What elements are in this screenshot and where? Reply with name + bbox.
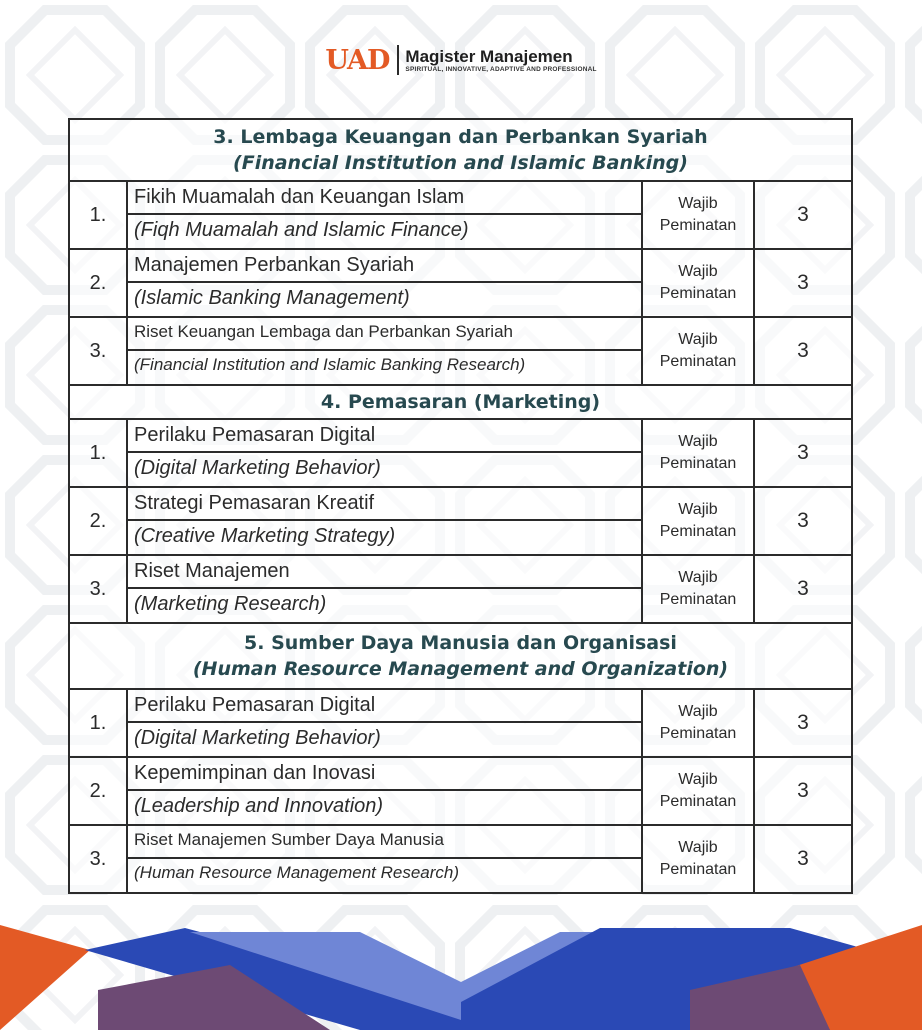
course-name-english: (Digital Marketing Behavior) xyxy=(134,457,381,479)
course-name-english: (Digital Marketing Behavior) xyxy=(134,727,381,749)
course-type: Wajib Peminatan xyxy=(642,825,754,893)
table-row xyxy=(69,555,852,623)
course-credits: 3 xyxy=(754,487,852,555)
uad-logo: UAD xyxy=(325,44,390,76)
table-row xyxy=(69,689,852,757)
course-cell xyxy=(127,825,642,893)
course-credits: 3 xyxy=(754,757,852,825)
course-credits: 3 xyxy=(754,249,852,317)
section-title: 3. Lembaga Keuangan dan Perbankan Syariah xyxy=(213,126,708,148)
course-name-english: (Financial Institution and Islamic Banking Research) xyxy=(134,355,526,374)
course-name: Manajemen Perbankan Syariah xyxy=(128,250,641,283)
course-number: 3. xyxy=(69,317,127,385)
course-name: Fikih Muamalah dan Keuangan Islam xyxy=(128,182,641,215)
course-cell xyxy=(127,487,642,555)
course-name: Perilaku Pemasaran Digital xyxy=(128,420,641,453)
course-type: Wajib Peminatan xyxy=(642,555,754,623)
curriculum-table xyxy=(68,118,853,894)
section-title-cell xyxy=(69,385,852,419)
course-credits: 3 xyxy=(754,689,852,757)
course-credits: 3 xyxy=(754,825,852,893)
course-type: Wajib Peminatan xyxy=(642,249,754,317)
course-credits: 3 xyxy=(754,419,852,487)
section-header-row xyxy=(69,623,852,689)
section-subtitle: (Human Resource Management and Organization) xyxy=(192,658,729,680)
table-row xyxy=(69,825,852,893)
section-header-row xyxy=(69,385,852,419)
course-name: Kepemimpinan dan Inovasi xyxy=(128,758,641,791)
course-number: 3. xyxy=(69,825,127,893)
section-subtitle: (Financial Institution and Islamic Banking) xyxy=(233,152,688,174)
program-tagline: SPIRITUAL, INNOVATIVE, ADAPTIVE AND PROFESSIONAL xyxy=(405,66,597,73)
logo-text xyxy=(405,47,596,73)
section-header-row xyxy=(69,119,852,181)
course-type: Wajib Peminatan xyxy=(642,419,754,487)
course-cell xyxy=(127,317,642,385)
course-cell xyxy=(127,181,642,249)
table-row xyxy=(69,487,852,555)
course-number: 3. xyxy=(69,555,127,623)
course-name-english: (Leadership and Innovation) xyxy=(134,795,384,817)
course-type: Wajib Peminatan xyxy=(642,181,754,249)
course-name-english: (Islamic Banking Management) xyxy=(134,287,410,309)
course-number: 1. xyxy=(69,689,127,757)
course-cell xyxy=(127,757,642,825)
course-credits: 3 xyxy=(754,555,852,623)
course-credits: 3 xyxy=(754,181,852,249)
course-number: 2. xyxy=(69,249,127,317)
course-credits: 3 xyxy=(754,317,852,385)
section-title: 4. Pemasaran (Marketing) xyxy=(320,391,601,413)
footer-decoration xyxy=(0,920,922,1030)
table-row xyxy=(69,181,852,249)
section-title-cell xyxy=(69,623,852,689)
section-title: 5. Sumber Daya Manusia dan Organisasi xyxy=(244,632,677,654)
course-name-english: (Marketing Research) xyxy=(134,593,327,615)
table-row xyxy=(69,419,852,487)
course-number: 2. xyxy=(69,757,127,825)
course-cell xyxy=(127,555,642,623)
course-name: Strategi Pemasaran Kreatif xyxy=(128,488,641,521)
table-row xyxy=(69,317,852,385)
course-name-english: (Human Resource Management Research) xyxy=(134,863,460,882)
course-type: Wajib Peminatan xyxy=(642,757,754,825)
course-number: 1. xyxy=(69,181,127,249)
program-title: Magister Manajemen xyxy=(405,47,573,66)
section-title-cell xyxy=(69,119,852,181)
course-name-english: (Fiqh Muamalah and Islamic Finance) xyxy=(134,219,469,241)
course-name: Perilaku Pemasaran Digital xyxy=(128,690,641,723)
course-name: Riset Keuangan Lembaga dan Perbankan Syariah xyxy=(128,318,641,351)
course-number: 2. xyxy=(69,487,127,555)
course-cell xyxy=(127,419,642,487)
course-cell xyxy=(127,689,642,757)
logo-divider xyxy=(397,45,399,75)
course-type: Wajib Peminatan xyxy=(642,689,754,757)
header-logo xyxy=(0,40,922,80)
course-name-english: (Creative Marketing Strategy) xyxy=(134,525,396,547)
table-row xyxy=(69,757,852,825)
course-type: Wajib Peminatan xyxy=(642,487,754,555)
course-cell xyxy=(127,249,642,317)
course-type: Wajib Peminatan xyxy=(642,317,754,385)
course-number: 1. xyxy=(69,419,127,487)
table-row xyxy=(69,249,852,317)
course-name: Riset Manajemen xyxy=(128,556,641,589)
course-name: Riset Manajemen Sumber Daya Manusia xyxy=(128,826,641,859)
footer-orange-left xyxy=(0,925,90,1030)
